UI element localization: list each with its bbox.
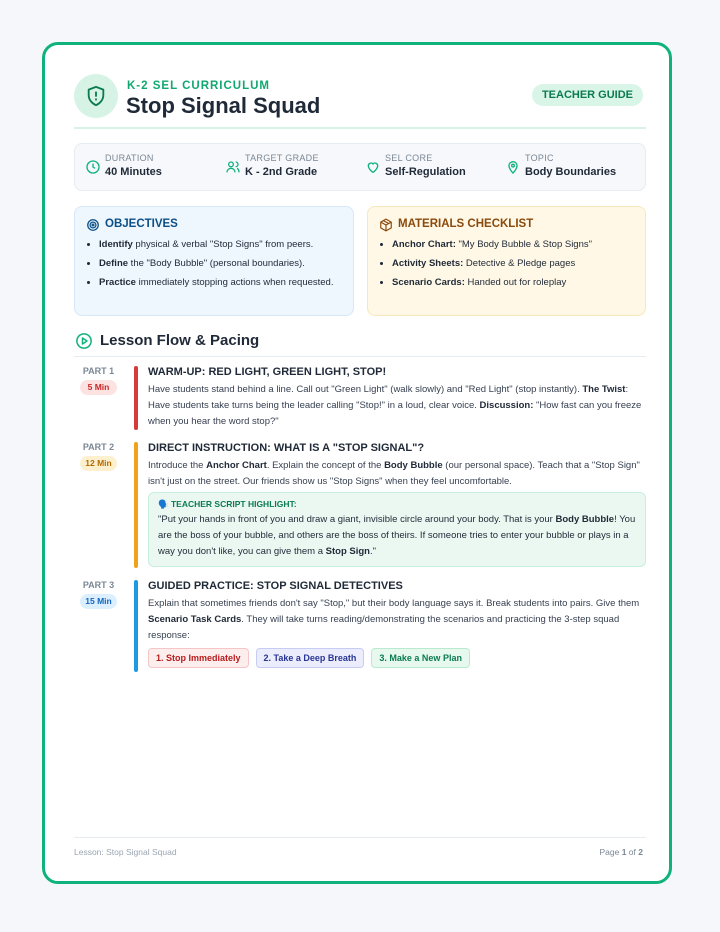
part-description: Explain that sometimes friends don't say "Stop," but their body language says it. Break students into pairs. Give them Scenario Task Cards. They will take turns reading/demonstrating the scenarios and practicing the 3-step squad response:: [148, 598, 640, 641]
objectives-title: OBJECTIVES: [105, 218, 178, 230]
curriculum-eyebrow: K-2 SEL CURRICULUM: [127, 80, 271, 92]
teacher-script-box: [148, 492, 646, 567]
list-item: • Anchor Chart: "My Body Bubble & Stop Signs": [392, 237, 642, 253]
meta-value: K - 2nd Grade: [245, 166, 318, 178]
materials-list: [380, 237, 642, 294]
time-pill: 5 Min: [80, 380, 117, 395]
objectives-list: [87, 237, 349, 294]
step-chip: 2. Take a Deep Breath: [256, 648, 365, 668]
part-color-bar: [134, 366, 138, 430]
objectives-box: [74, 206, 354, 316]
lesson-card: [42, 42, 672, 884]
footer-lesson-label: Lesson: Stop Signal Squad: [74, 847, 177, 857]
target-icon: [86, 218, 100, 232]
list-item: • Scenario Cards: Handed out for roleplay: [392, 275, 642, 291]
meta-label: SEL CORE: [385, 153, 433, 163]
meta-value: Self-Regulation: [385, 166, 466, 178]
heart-icon: [365, 159, 381, 175]
materials-title: MATERIALS CHECKLIST: [398, 218, 534, 230]
users-icon: [225, 159, 241, 175]
play-circle-icon: [75, 332, 93, 350]
package-icon: [379, 218, 393, 232]
section-title: Lesson Flow & Pacing: [100, 332, 260, 349]
part-number: PART 2: [82, 442, 115, 452]
footer-divider: [74, 837, 646, 838]
part-heading: DIRECT INSTRUCTION: WHAT IS A "STOP SIGNAL"?: [148, 442, 425, 454]
meta-label: TOPIC: [525, 153, 554, 163]
section-divider: [74, 356, 646, 357]
time-pill: 12 Min: [80, 456, 117, 471]
map-pin-icon: [505, 159, 521, 175]
shield-alert-icon: [74, 74, 118, 118]
part-color-bar: [134, 442, 138, 568]
list-item: • Define the "Body Bubble" (personal boundaries).: [99, 256, 349, 272]
meta-value: Body Boundaries: [525, 166, 617, 178]
part-color-bar: [134, 580, 138, 672]
part-heading: GUIDED PRACTICE: STOP SIGNAL DETECTIVES: [148, 580, 403, 592]
list-item: • Practice immediately stopping actions when requested.: [99, 275, 349, 291]
speech-icon: 🗣️: [158, 499, 169, 509]
meta-value: 40 Minutes: [105, 166, 162, 178]
page-number: Page 1 of 2: [599, 847, 643, 857]
time-pill: 15 Min: [80, 594, 117, 609]
meta-bar: [74, 143, 646, 191]
list-item: • Activity Sheets: Detective & Pledge pages: [392, 256, 642, 272]
materials-box: [367, 206, 646, 316]
part-description: Have students stand behind a line. Call out "Green Light" (walk slowly) and "Red Light" (stop instantly). The Twist: Have students take turns being the leader calling "Stop!" in a loud, clear voice. Discussion: "How fast can you freeze when you hear the word stop?": [148, 384, 642, 427]
clock-icon: [85, 159, 101, 175]
script-text: "Put your hands in front of you and draw a giant, invisible circle around your body. That is your Body Bubble! You are the boss of your bubble, and others are the boss of theirs. If someone tries to enter your bubble or plays in a way you don't like, you can give them a Stop Sign.": [158, 514, 636, 557]
squad-response-steps: [148, 648, 470, 668]
script-heading: 🗣️ TEACHER SCRIPT HIGHLIGHT:: [158, 499, 297, 509]
part-number: PART 3: [82, 580, 115, 590]
header-divider: [74, 127, 646, 129]
teacher-guide-badge: TEACHER GUIDE: [532, 84, 643, 106]
part-description: Introduce the Anchor Chart. Explain the concept of the Body Bubble (our personal space). Teach that a "Stop Sign" isn't just on the street. Our friends show us "Stop Signs" when they feel uncomfortable.: [148, 460, 640, 487]
part-heading: WARM-UP: RED LIGHT, GREEN LIGHT, STOP!: [148, 366, 387, 378]
meta-label: DURATION: [105, 153, 154, 163]
part-number: PART 1: [82, 366, 115, 376]
page-title: Stop Signal Squad: [126, 93, 321, 118]
list-item: • Identify physical & verbal "Stop Signs" from peers.: [99, 237, 349, 253]
step-chip: 3. Make a New Plan: [371, 648, 470, 668]
meta-label: TARGET GRADE: [245, 153, 319, 163]
step-chip: 1. Stop Immediately: [148, 648, 249, 668]
